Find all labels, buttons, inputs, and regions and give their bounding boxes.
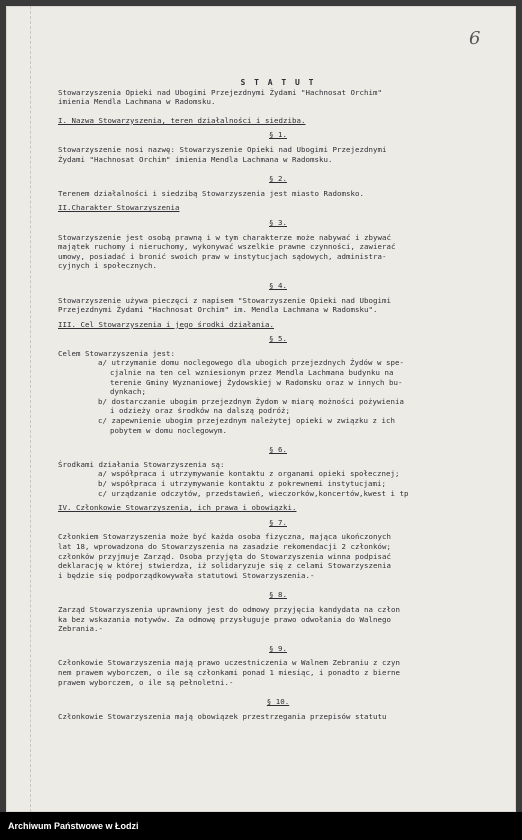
list-item-line: c/ zapewnienie ubogim przejezdnym należytej opieki w związku z ich	[98, 416, 395, 426]
paragraph-line: Stowarzyszenie nosi nazwę: Stowarzyszenie Opieki nad Ubogimi Przejezdnymi	[58, 144, 387, 154]
paragraph-line: deklarację w której stwierdza, iż solidaryzuje się z celami Stowarzyszenia	[58, 561, 391, 571]
paragraph-line: Członkowie Stowarzyszenia mają obowiązek przestrzegania przepisów statutu	[58, 711, 387, 721]
paragraph-mark: § 4.	[269, 280, 287, 290]
page-number: 6	[469, 28, 481, 49]
paragraph-mark: § 7.	[269, 517, 287, 527]
list-item-line: a/ współpraca i utrzymywanie kontaktu z organami opieki społecznej;	[98, 469, 400, 479]
list-item-line: i odzieży oraz środków na dalszą podróż;	[110, 406, 290, 416]
paragraph-line: lat 18, wprowadzona do Stowarzyszenia na zasadzie rekomendacji 2 członków;	[58, 541, 391, 551]
paragraph-line: majątek ruchomy i nieruchomy, wykonywać wszelkie prawne czynności, zawierać	[58, 242, 396, 252]
paragraph-mark: § 5.	[269, 334, 287, 344]
paragraph-line: ka bez wskazania motywów. Za odmowę przysługuje prawo odwołania do Walnego	[58, 614, 391, 624]
paragraph-mark: § 6.	[269, 445, 287, 455]
bleed-through	[58, 62, 488, 74]
list-item-line: b/ współpraca i utrzymywanie kontaktu z pokrewnemi instytucjami;	[98, 479, 386, 488]
paragraph-lead: Środkami działania Stowarzyszenia są:	[58, 459, 225, 469]
paragraph-mark: § 9.	[269, 643, 287, 653]
header-line: imienia Mendla Lachmana w Radomsku.	[58, 97, 216, 107]
archive-footer	[0, 812, 522, 840]
paragraph-mark: § 2.	[269, 174, 287, 184]
document-text	[58, 78, 498, 726]
section-heading: II.Charakter Stowarzyszenia	[58, 203, 180, 213]
paragraph-lead: Celem Stowarzyszenia jest:	[58, 348, 175, 358]
list-item-line: pobytem w domu noclegowym.	[110, 425, 227, 435]
list-item-line: terenie Gminy Wyznaniowej Żydowskiej w Radomsku oraz w innych bu-	[110, 377, 403, 387]
list-item-line: dynkach;	[110, 387, 146, 397]
list-item-line: c/ urządzanie odczytów, przedstawień, wieczorków,koncertów,kwest i tp	[98, 488, 409, 498]
section-heading: I. Nazwa Stowarzyszenia, teren działalności i siedziba.	[58, 115, 306, 125]
section-heading: IV. Członkowie Stowarzyszenia, ich prawa i obowiązki.	[58, 503, 297, 513]
list-item-line: a/ utrzymanie domu noclegowego dla ubogich przejezdnych Żydów w spe-	[98, 358, 404, 368]
section-heading: III. Cel Stowarzyszenia i jego środki działania.	[58, 319, 274, 329]
header-line: Stowarzyszenia Opieki nad Ubogimi Przejezdnymi Żydami "Hachnosat Orchim"	[58, 87, 382, 97]
paragraph-line: Zebrania.-	[58, 624, 103, 634]
paragraph-line: Zarząd Stowarzyszenia uprawniony jest do odmowy przyjęcia kandydata na człon	[58, 604, 400, 614]
document-title: S T A T U T	[240, 78, 316, 87]
document-page	[6, 6, 516, 812]
paragraph-line: Członkowie Stowarzyszenia mają prawo uczestniczenia w Walnem Zebraniu z czyn	[58, 658, 400, 668]
sections	[58, 116, 498, 727]
paragraph-mark: § 3.	[269, 217, 287, 227]
paragraph-line: Stowarzyszenie używa pieczęci z napisem "Stowarzyszenie Opieki nad Ubogimi	[58, 295, 391, 305]
paragraph-line: Terenem działalności i siedzibą Stowarzyszenia jest miasto Radomsko.	[58, 188, 364, 198]
list-item-line: cjalnie na ten cel wzniesionym przez Mendla Lachmana budynku na	[110, 368, 394, 378]
paragraph-line: prawem wyborczem, o ile są pełnoletni.-	[58, 677, 234, 687]
paragraph-mark: § 10.	[266, 697, 290, 707]
paragraph-line: Członkiem Stowarzyszenia może być każda osoba fizyczna, mająca ukończonych	[58, 532, 391, 542]
list-item-line: b/ dostarczanie ubogim przejezdnym Żydom w miarę możności pożywienia	[98, 396, 404, 406]
archive-name: Archiwum Państwowe w Łodzi	[8, 821, 139, 831]
paragraph-line: Stowarzyszenie jest osobą prawną i w tym charakterze może nabywać i zbywać	[58, 232, 391, 242]
paragraph-line: członków przyjmuje Zarząd. Osoba przyjęta do Stowarzyszenia winna podpisać	[58, 551, 391, 561]
paragraph-line: nem prawem wyborczem, o ile są członkami ponad 1 miesiąc, i ponadto z bierne	[58, 667, 400, 677]
paragraph-mark: § 8.	[269, 590, 287, 600]
paragraph-line: cyjnych i społecznych.	[58, 261, 157, 271]
paragraph-mark: § 1.	[269, 130, 287, 140]
paragraph-line: Przejezdnymi Żydami "Hachnosat Orchim" im. Mendla Lachmana w Radomsku".	[58, 305, 378, 315]
paragraph-line: umowy, posiadać i bronić swoich praw w instytucjach sądowych, administra-	[58, 251, 387, 261]
paragraph-line: i będzie się podporządkowywała statutowi Stowarzyszenia.-	[58, 570, 315, 580]
paragraph-line: Żydami "Hachnosat Orchim" imienia Mendla Lachmana w Radomsku.	[58, 154, 333, 164]
